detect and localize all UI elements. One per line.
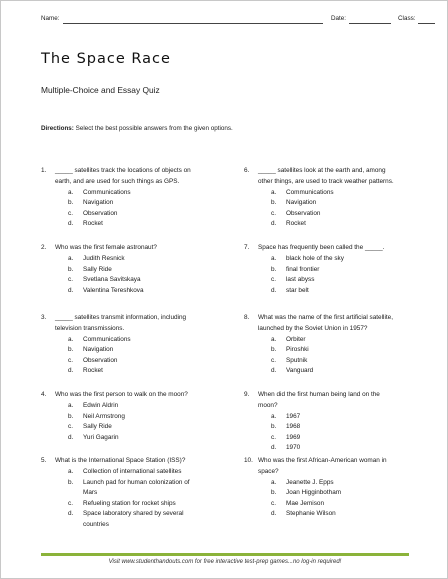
- option-letter: d.: [68, 510, 74, 517]
- directions-text: Select the best possible answers from the given options.: [75, 125, 233, 132]
- answer-option[interactable]: [244, 254, 444, 265]
- option-text: Stephanie Wilson: [286, 510, 336, 517]
- question-text: _____ satellites look at the earth and, among: [258, 167, 386, 174]
- answer-option[interactable]: [41, 209, 241, 220]
- option-letter: b.: [68, 412, 74, 420]
- question-number: 6.: [244, 167, 250, 174]
- option-letter: a.: [68, 402, 74, 409]
- student-info-header: [41, 15, 433, 29]
- option-text: Rocket: [83, 367, 103, 374]
- question-text: Who was the first female astronaut?: [55, 244, 157, 251]
- option-letter: b.: [271, 265, 277, 273]
- answer-option[interactable]: [244, 209, 444, 220]
- answer-option[interactable]: [244, 198, 444, 209]
- question-text: earth, and are used for such things as GPS.: [55, 177, 180, 185]
- answer-option[interactable]: [244, 488, 444, 499]
- answer-option[interactable]: [41, 478, 241, 489]
- question-text: Space has frequently been called the _____.: [258, 244, 385, 251]
- option-text: Svetlana Savitskaya: [83, 276, 141, 283]
- page-title: The Space Race: [41, 51, 171, 67]
- answer-option[interactable]: [244, 356, 444, 367]
- option-letter: b.: [271, 199, 277, 206]
- question-text: What was the name of the first artificial satellite,: [258, 314, 393, 321]
- option-letter: a.: [271, 255, 277, 262]
- option-letter: d.: [271, 444, 277, 451]
- option-text: Rocket: [83, 220, 103, 227]
- answer-option[interactable]: [41, 265, 241, 276]
- option-letter: c.: [68, 356, 73, 364]
- question-text: other things, are used to track weather patterns.: [258, 177, 394, 185]
- option-letter: a.: [271, 335, 277, 343]
- answer-option[interactable]: [244, 422, 444, 433]
- option-letter: b.: [271, 423, 277, 430]
- answer-option[interactable]: [244, 443, 444, 454]
- class-label: Class:: [398, 15, 416, 22]
- option-text: 1970: [286, 444, 301, 451]
- option-text: Mars: [83, 489, 98, 496]
- option-letter: b.: [68, 265, 74, 273]
- option-letter: c.: [271, 356, 276, 364]
- option-text: Sputnik: [286, 356, 308, 364]
- option-text: 1968: [286, 423, 301, 430]
- option-letter: d.: [68, 367, 74, 374]
- option-text: Sally Ride: [83, 265, 112, 273]
- question-text: moon?: [258, 401, 278, 409]
- answer-option[interactable]: [244, 478, 444, 489]
- option-text: Communications: [83, 188, 131, 196]
- option-letter: c.: [68, 276, 73, 283]
- option-letter: b.: [271, 489, 277, 496]
- answer-option[interactable]: [41, 488, 241, 499]
- answer-option[interactable]: [244, 412, 444, 423]
- option-text: Communications: [286, 188, 334, 196]
- option-text: Neil Armstrong: [83, 412, 125, 420]
- option-text: Jeanette J. Epps: [286, 478, 334, 486]
- question-number: 10.: [244, 457, 253, 464]
- option-letter: d.: [271, 220, 277, 227]
- date-line: [349, 23, 391, 24]
- option-letter: a.: [68, 255, 74, 262]
- answer-option[interactable]: [244, 265, 444, 276]
- name-label: Name:: [41, 15, 60, 22]
- option-letter: d.: [68, 286, 74, 294]
- answer-option[interactable]: [244, 499, 444, 510]
- answer-option[interactable]: [41, 422, 241, 433]
- question-number: 2.: [41, 244, 47, 251]
- answer-option[interactable]: [244, 219, 444, 230]
- answer-option[interactable]: [244, 286, 444, 297]
- option-letter: c.: [271, 433, 276, 441]
- footer-note: Visit www.studenthandouts.com for free interactive test-prep games...no log-in required!: [108, 559, 342, 565]
- option-text: Navigation: [83, 199, 114, 206]
- question-number: 5.: [41, 457, 47, 464]
- option-text: black hole of the sky: [286, 255, 344, 262]
- answer-option[interactable]: [41, 499, 241, 510]
- answer-option[interactable]: [41, 401, 241, 412]
- question-number: 8.: [244, 314, 250, 321]
- option-letter: a.: [271, 478, 277, 486]
- directions-label: Directions:: [41, 125, 74, 132]
- answer-option[interactable]: [41, 366, 241, 377]
- option-letter: c.: [271, 499, 276, 507]
- option-text: Piroshki: [286, 346, 309, 353]
- option-text: Joan Higginbotham: [286, 489, 342, 496]
- answer-option[interactable]: [41, 286, 241, 297]
- option-letter: c.: [68, 423, 73, 430]
- option-text: Edwin Aldrin: [83, 402, 119, 409]
- question-text: Who was the first person to walk on the moon?: [55, 391, 188, 398]
- answer-option[interactable]: [244, 188, 444, 199]
- answer-option[interactable]: [244, 335, 444, 346]
- question-text: _____ satellites transmit information, including: [55, 314, 187, 321]
- answer-option[interactable]: [41, 467, 241, 478]
- option-text: Valentina Tereshkova: [83, 286, 144, 294]
- answer-option[interactable]: [41, 188, 241, 199]
- option-text: countries: [83, 520, 109, 528]
- directions: [41, 125, 233, 132]
- option-text: Navigation: [286, 199, 317, 206]
- option-letter: c.: [271, 276, 276, 283]
- option-text: Observation: [286, 209, 321, 217]
- option-text: Observation: [83, 209, 118, 217]
- footer-divider: [41, 553, 409, 556]
- option-letter: d.: [68, 220, 74, 227]
- answer-option[interactable]: [41, 412, 241, 423]
- option-text: Rocket: [286, 220, 306, 227]
- option-letter: c.: [271, 209, 276, 217]
- option-text: Launch pad for human colonization of: [83, 478, 190, 486]
- option-text: Collection of international satellites: [83, 468, 182, 475]
- answer-option[interactable]: [244, 345, 444, 356]
- option-text: last abyss: [286, 276, 315, 283]
- option-text: Refueling station for rocket ships: [83, 499, 176, 507]
- option-letter: c.: [68, 209, 73, 217]
- option-letter: d.: [271, 510, 277, 517]
- option-letter: c.: [68, 499, 73, 507]
- question-number: 7.: [244, 244, 250, 251]
- option-letter: d.: [271, 286, 277, 294]
- option-text: Communications: [83, 335, 131, 343]
- answer-option[interactable]: [244, 275, 444, 286]
- option-text: Orbiter: [286, 335, 306, 343]
- option-text: Sally Ride: [83, 423, 112, 430]
- option-letter: b.: [68, 346, 74, 353]
- option-text: Navigation: [83, 346, 114, 353]
- answer-option[interactable]: [41, 509, 241, 520]
- option-text: Mae Jemison: [286, 499, 325, 507]
- option-letter: a.: [68, 335, 74, 343]
- answer-option[interactable]: [41, 275, 241, 286]
- answer-option[interactable]: [41, 254, 241, 265]
- page-subtitle: Multiple-Choice and Essay Quiz: [41, 85, 160, 95]
- option-letter: a.: [271, 412, 277, 420]
- answer-option[interactable]: [41, 356, 241, 367]
- question-text: _____ satellites track the locations of objects on: [55, 167, 191, 174]
- option-text: Space laboratory shared by several: [83, 510, 184, 517]
- option-letter: d.: [271, 367, 277, 374]
- question-number: 3.: [41, 314, 47, 321]
- answer-option[interactable]: [41, 335, 241, 346]
- option-text: 1967: [286, 412, 301, 420]
- option-letter: d.: [68, 433, 74, 441]
- option-letter: a.: [271, 188, 277, 196]
- option-letter: a.: [68, 188, 74, 196]
- date-label: Date:: [331, 15, 347, 22]
- question-number: 9.: [244, 391, 250, 398]
- option-letter: a.: [68, 468, 74, 475]
- option-letter: b.: [68, 199, 74, 206]
- answer-option[interactable]: [41, 345, 241, 356]
- option-text: star belt: [286, 286, 309, 294]
- question-number: 4.: [41, 391, 47, 398]
- answer-option[interactable]: [41, 198, 241, 209]
- answer-option[interactable]: [244, 433, 444, 444]
- option-text: Yuri Gagarin: [83, 433, 119, 441]
- question-text: television transmissions.: [55, 324, 125, 332]
- option-text: Vanguard: [286, 367, 314, 374]
- option-letter: b.: [271, 346, 277, 353]
- name-line: [63, 23, 323, 24]
- question-text: What is the International Space Station (ISS)?: [55, 457, 186, 464]
- question-text: space?: [258, 467, 279, 475]
- option-letter: b.: [68, 478, 74, 486]
- question-text: launched by the Soviet Union in 1957?: [258, 324, 368, 332]
- class-line: [418, 23, 435, 24]
- answer-option[interactable]: [41, 433, 241, 444]
- option-text: Observation: [83, 356, 118, 364]
- option-text: final frontier: [286, 265, 320, 273]
- question-text: Who was the first African-American woman in: [258, 457, 387, 464]
- question-number: 1.: [41, 167, 47, 174]
- option-text: 1969: [286, 433, 301, 441]
- answer-option[interactable]: [244, 366, 444, 377]
- answer-option[interactable]: [244, 509, 444, 520]
- question-text: When did the first human being land on the: [258, 391, 380, 398]
- option-text: Judith Resnick: [83, 255, 125, 262]
- answer-option[interactable]: [41, 520, 241, 531]
- answer-option[interactable]: [41, 219, 241, 230]
